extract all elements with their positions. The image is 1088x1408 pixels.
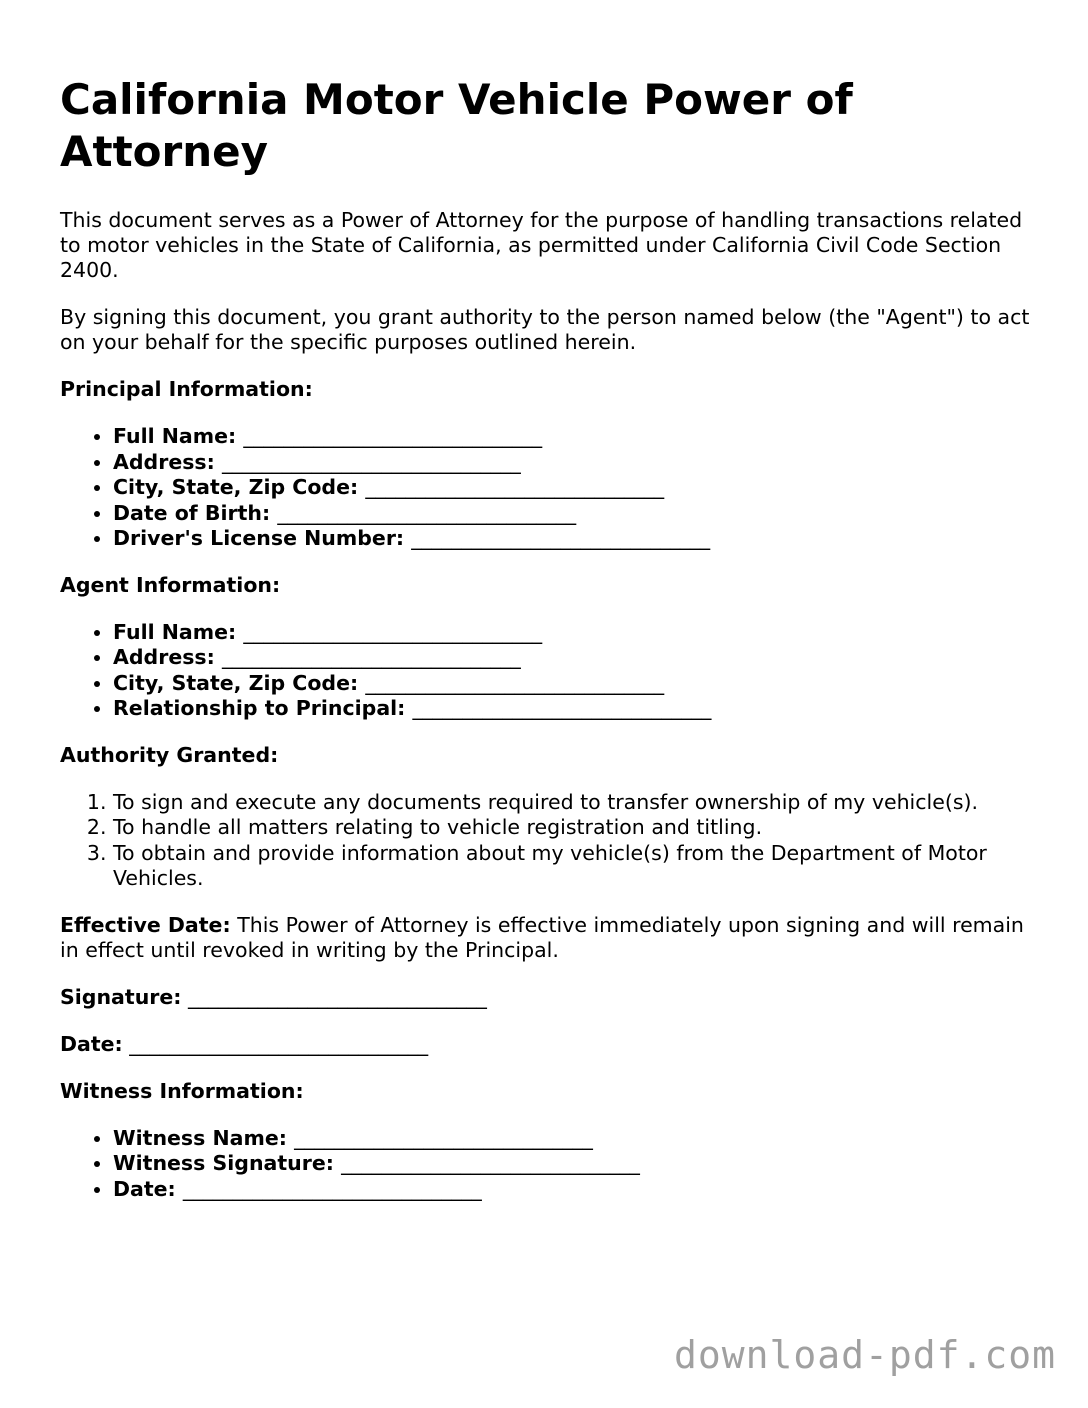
agent-full-name-field[interactable]: • Full Name: ______________________________ [113,620,1035,646]
witness-name-field[interactable]: • Witness Name: ______________________________ [113,1126,1035,1152]
blank-line: ______________________________ [294,1125,593,1150]
agent-address-field[interactable]: • Address: ______________________________ [113,645,1035,671]
principal-city-state-zip-field[interactable]: • City, State, Zip Code: ______________________________ [113,475,1035,501]
blank-line: ______________________________ [341,1151,640,1175]
date-field[interactable]: Date: ______________________________ [60,1031,428,1056]
principal-fields [60,424,1035,552]
blank-line: ______________________________ [277,500,576,525]
authority-heading: Authority Granted: [60,742,279,767]
effective-date-paragraph [60,913,1035,963]
blank-line: ______________________________ [221,449,521,474]
blank-line: ______________________________ [182,1176,482,1201]
authority-list [60,790,1035,892]
blank-line: ______________________________ [221,645,521,669]
principal-full-name-field[interactable]: • Full Name: ______________________________ [113,424,1035,450]
blank-line: ______________________________ [365,475,664,499]
principal-license-field[interactable]: • Driver's License Number: ______________________________ [113,526,1035,552]
agent-relationship-field[interactable]: • Relationship to Principal: ______________________________ [113,696,1035,722]
witness-heading: Witness Information: [60,1078,304,1103]
blank-line: ______________________________ [411,526,710,550]
effective-date-label: Effective Date: [60,912,231,937]
grant-paragraph: By signing this document, you grant authority to the person named below (the "Agent") to act on your behalf for the specific purposes outlined herein. [60,305,1030,354]
intro-paragraph: This document serves as a Power of Attorney for the purpose of handling transactions related to motor vehicles in the State of California, as permitted under California Civil Code Section 2400. [60,208,1023,282]
witness-date-field[interactable]: • Date: ______________________________ [113,1177,1035,1203]
blank-line: ______________________________ [365,670,664,695]
agent-fields [60,620,1035,722]
blank-line: ______________________________ [188,984,487,1009]
blank-line: ______________________________ [412,696,712,720]
agent-city-state-zip-field[interactable]: • City, State, Zip Code: ______________________________ [113,671,1035,697]
agent-heading: Agent Information: [60,572,281,597]
principal-address-field[interactable]: • Address: ______________________________ [113,450,1035,476]
authority-item: 3. To obtain and provide information about my vehicle(s) from the Department of Motor Vehicles. [113,841,1035,892]
blank-line: ______________________________ [243,619,542,644]
authority-item: 2. To handle all matters relating to vehicle registration and titling. [113,815,1035,841]
principal-dob-field[interactable]: • Date of Birth: ______________________________ [113,501,1035,527]
principal-heading: Principal Information: [60,377,313,401]
effective-date-text: This Power of Attorney is effective immediately upon signing and will remain in effect until revoked in writing by the Principal. [60,912,1024,962]
document-page [60,74,1035,1223]
watermark: download-pdf.com [673,1333,1056,1377]
authority-item: 1. To sign and execute any documents required to transfer ownership of my vehicle(s). [113,790,1035,816]
blank-line: ______________________________ [243,424,542,448]
witness-signature-field[interactable]: • Witness Signature: ______________________________ [113,1151,1035,1177]
document-title: California Motor Vehicle Power of Attorney [60,75,853,176]
signature-field[interactable]: Signature: ______________________________ [60,984,487,1009]
witness-fields [60,1126,1035,1203]
blank-line: ______________________________ [129,1031,428,1056]
